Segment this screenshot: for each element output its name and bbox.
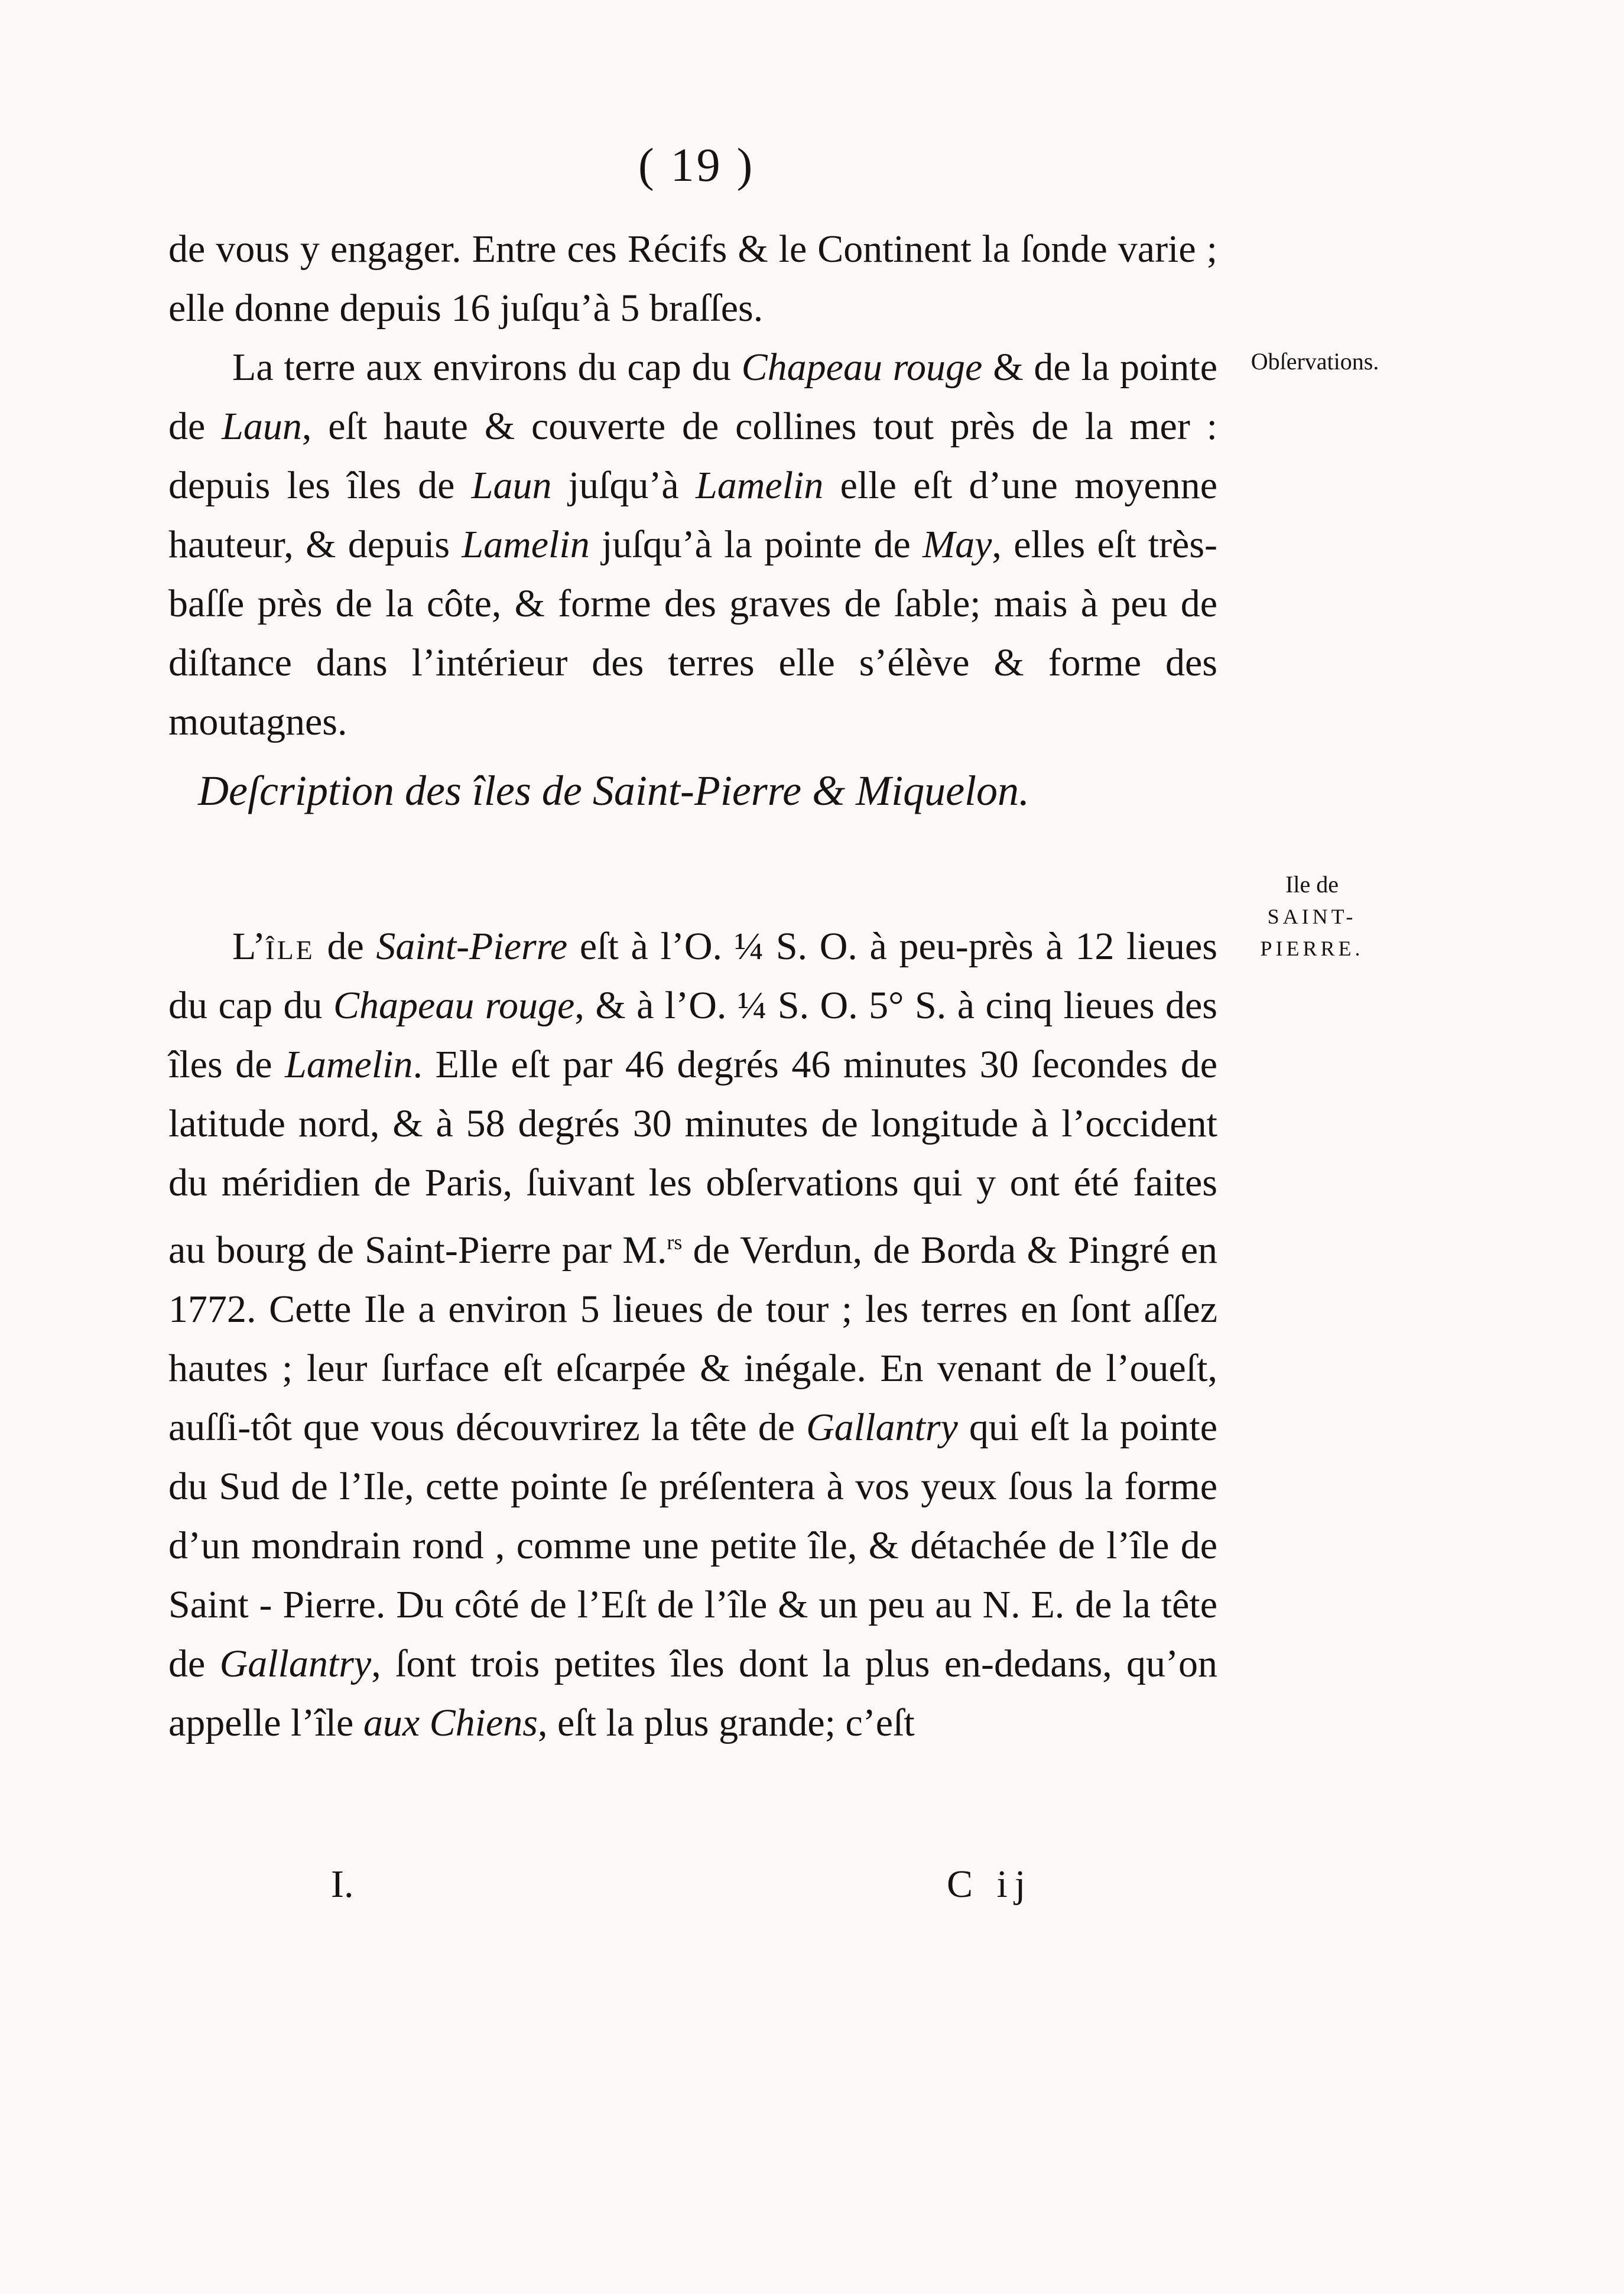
signature-catchword: C ij	[947, 1863, 1033, 1906]
small-caps-word: île	[265, 925, 315, 968]
paragraph-coast-description	[168, 338, 1217, 752]
text-run: eſt à l’O. ¼ S. O. à peu-près à 12 lieues du cap du	[168, 925, 1217, 1027]
margin-note-line: Ile de	[1285, 871, 1339, 898]
place-name: Laun	[471, 464, 552, 507]
place-name: Gallantry	[219, 1642, 372, 1685]
place-name: Chapeau rouge	[741, 346, 983, 389]
superscript: rs	[667, 1230, 683, 1254]
place-name: Chapeau rouge	[333, 984, 575, 1027]
margin-note-line: PIERRE.	[1260, 937, 1364, 960]
margin-note-observations: Obſervations.	[1251, 348, 1379, 375]
page-number: ( 19 )	[638, 139, 755, 191]
text-run: & de la pointe de	[168, 346, 1217, 448]
text-run: de	[314, 925, 376, 968]
text-run: , & à l’O. ¼ S. O. 5° S. à cinq lieues des îles de	[168, 984, 1217, 1086]
paragraph-saint-pierre	[168, 917, 1217, 1753]
text-run: , ſont trois petites îles dont la plus en-dedans, qu’on appelle l’île	[168, 1642, 1217, 1744]
text-run: , eſt haute & couverte de collines tout près de la mer : depuis les îles de	[168, 405, 1217, 507]
text-run: juſqu’à	[551, 464, 696, 507]
paragraph-text: de vous y engager. Entre ces Récifs & le Continent la ſonde varie ; elle donne depuis 16 juſqu’à 5 braſſes.	[168, 228, 1217, 330]
text-run: L’	[232, 925, 266, 968]
paragraph-continuation	[168, 220, 1217, 338]
place-name: Gallantry	[806, 1406, 958, 1449]
text-run: , eſt la plus grande; c’eſt	[537, 1701, 915, 1744]
text-run: La terre aux environs du cap du	[232, 346, 742, 389]
place-name: Laun	[222, 405, 302, 448]
place-name: Saint-Pierre	[376, 925, 568, 968]
text-run: elle eſt d’une moyenne hauteur, & depuis	[168, 464, 1217, 566]
text-run: . Elle eſt par 46 degrés 46 minutes 30 ſecondes de latitude nord, & à 58 degrés 30 minutes de longitude à l’occident du méridien de Paris, ſuivant les obſervations qui y ont été faites au bourg de Saint-Pierre par M.	[168, 1043, 1217, 1272]
section-heading: Deſcription des îles de Saint-Pierre & Miquelon.	[198, 767, 1030, 814]
text-run: , elles eſt très-baſſe près de la côte, & forme des graves de ſable; mais à peu de diſtance dans l’intérieur des terres elle s’élève & forme des moutagnes.	[168, 523, 1218, 743]
margin-note-line: SAINT-	[1267, 905, 1357, 928]
signature-mark: I.	[331, 1863, 354, 1906]
margin-note-ile-saint-pierre	[1223, 869, 1401, 964]
paragraph-text	[168, 338, 1217, 752]
place-name: Lamelin	[285, 1043, 413, 1086]
place-name: aux Chiens	[363, 1701, 538, 1744]
text-run: qui eſt la pointe du Sud de l’Ile, cette pointe ſe préſentera à vos yeux ſous la forme d’un mondrain rond , comme une petite île, & détachée de l’île de Saint - Pierre. Du côté de l’Eſt de l’île & un peu au N. E. de la tête de	[168, 1406, 1218, 1685]
place-name: May	[923, 523, 992, 566]
text-run: de Verdun, de Borda & Pingré en 1772. Cette Ile a environ 5 lieues de tour ; les terres en ſont aſſez hautes ; leur ſurface eſt eſcarpée & inégale. En venant de l’oueſt, auſſi-tôt que vous découvrirez la tête de	[168, 1229, 1217, 1449]
place-name: Lamelin	[696, 464, 824, 507]
paragraph-text	[168, 917, 1217, 1753]
place-name: Lamelin	[462, 523, 590, 566]
text-run: juſqu’à la pointe de	[589, 523, 923, 566]
